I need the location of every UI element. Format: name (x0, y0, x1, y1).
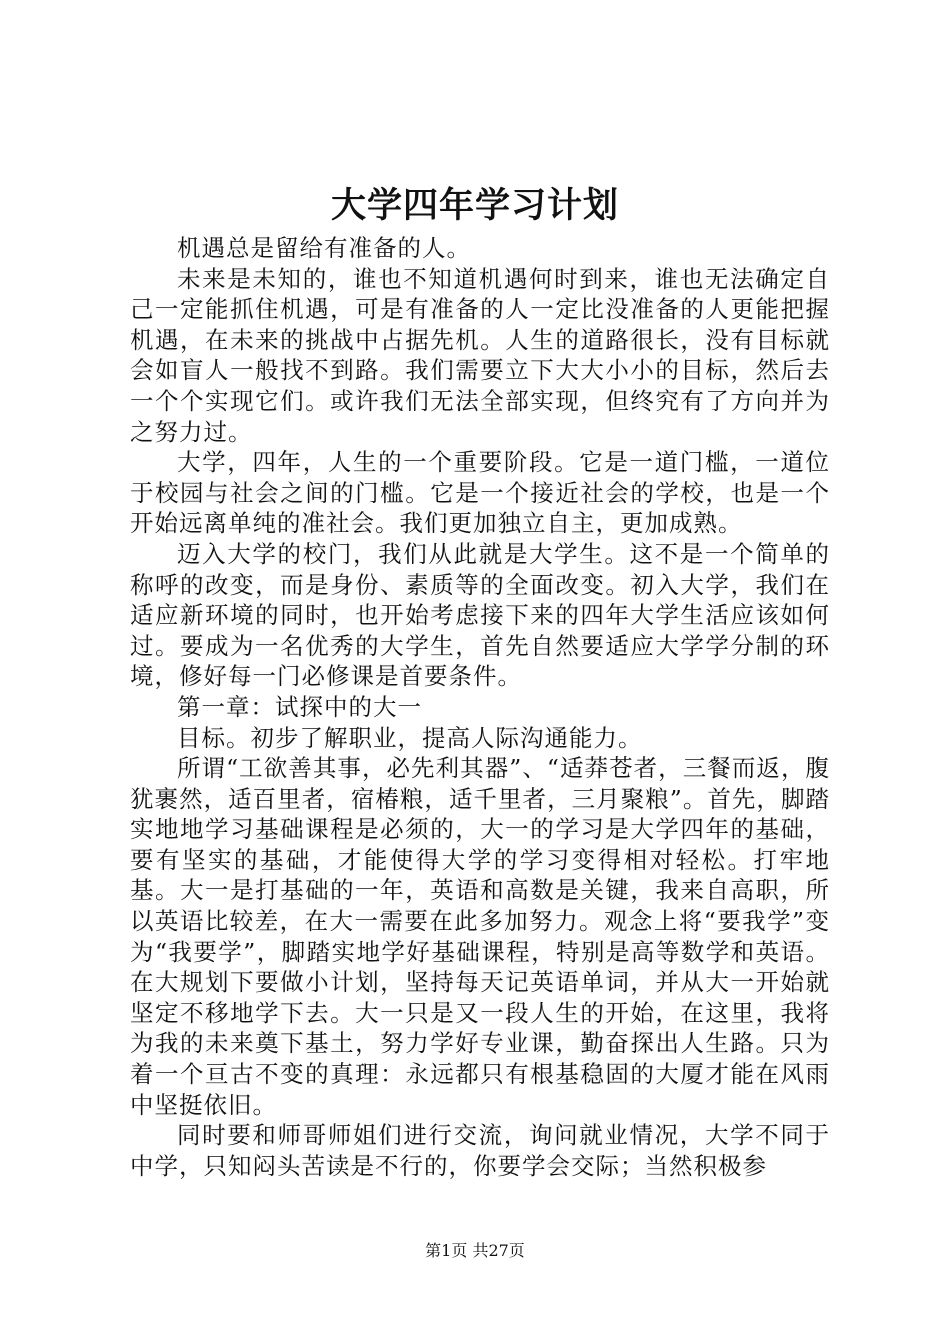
paragraph-goal: 目标。初步了解职业，提高人际沟通能力。 (177, 723, 643, 752)
page-number-footer: 第1页 共27页 (425, 1241, 525, 1260)
document-body (130, 233, 830, 1181)
paragraph-university: 大学，四年，人生的一个重要阶段。它是一道门槛，一道位于校园与社会之间的门槛。它是一个接近社会的学校，也是一个开始远离单纯的准社会。我们更加独立自主，更加成熟。 (130, 448, 830, 538)
chapter-heading: 第一章：试探中的大一 (177, 692, 422, 721)
paragraph-future: 未来是未知的，谁也不知道机遇何时到来，谁也无法确定自己一定能抓住机遇，可是有准备的人一定比没准备的人更能把握机遇，在未来的挑战中占据先机。人生的道路很长，没有目标就会如盲人一般找不到路。我们需要立下大大小小的目标，然后去一个个实现它们。或许我们无法全部实现，但终究有了方向并为之努力过。 (130, 264, 830, 446)
paragraph-basics: 所谓“工欲善其事，必先利其器”、“适莽苍者，三餐而返，腹犹裹然，适百里者，宿椿粮，适千里者，三月聚粮”。首先，脚踏实地地学习基础课程是必须的，大一的学习是大学四年的基础，要有坚实的基础，才能使得大学的学习变得相对轻松。打牢地基。大一是打基础的一年，英语和高数是关键，我来自高职，所以英语比较差，在大一需要在此多加努力。观念上将“要我学”变为“我要学”，脚踏实地学好基础课程，特别是高等数学和英语。在大规划下要做小计划，坚持每天记英语单词，并从大一开始就坚定不移地学下去。大一只是又一段人生的开始，在这里，我将为我的未来奠下基土，努力学好专业课，勤奋探出人生路。只为着一个亘古不变的真理：永远都只有根基稳固的大厦才能在风雨中坚挺依旧。 (130, 754, 830, 1119)
paragraph-communication: 同时要和师哥师姐们进行交流，询问就业情况，大学不同于中学，只知闷头苦读是不行的，你要学会交际；当然积极参 (130, 1121, 830, 1180)
paragraph-opening: 机遇总是留给有准备的人。 (177, 234, 471, 262)
document-title: 大学四年学习计划 (330, 185, 619, 226)
paragraph-entering: 迈入大学的校门，我们从此就是大学生。这不是一个简单的称呼的改变，而是身份、素质等的全面改变。初入大学，我们在适应新环境的同时，也开始考虑接下来的四年大学生活应该如何过。要成为一名优秀的大学生，首先自然要适应大学学分制的环境，修好每一门必修课是首要条件。 (130, 539, 830, 691)
